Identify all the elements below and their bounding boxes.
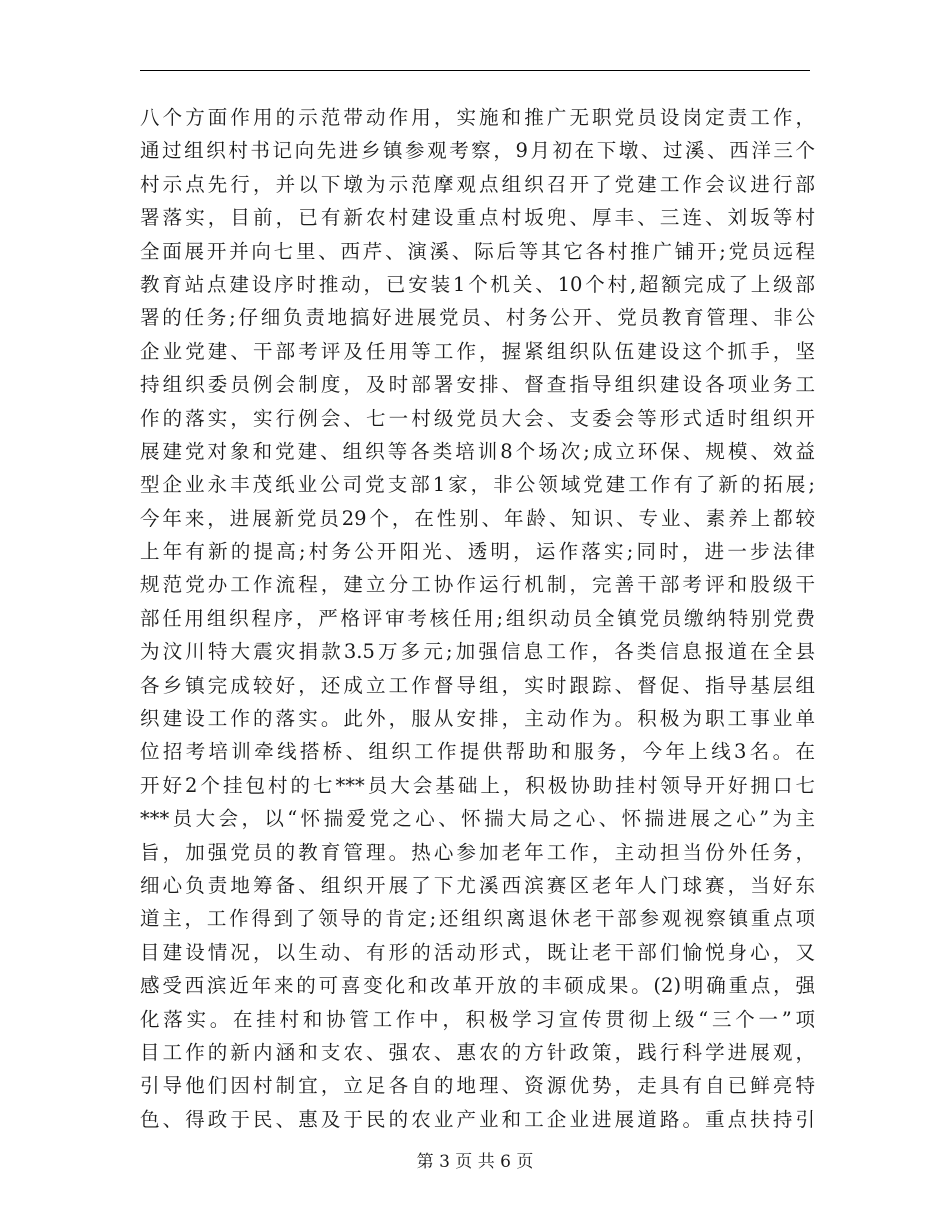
header-rule (140, 70, 810, 71)
text-line: 八个方面作用的示范带动作用，实施和推广无职党员设岗定责工作， (140, 106, 815, 129)
text-line: ***员大会，以“怀揣爱党之心、怀揣大局之心、怀揣进展之心”为主 (140, 807, 815, 831)
page-number: 第 3 页 共 6 页 (416, 1152, 534, 1172)
text-line: 织建设工作的落实。此外，服从安排，主动作为。积极为职工事业单 (140, 707, 815, 731)
text-line: 持组织委员例会制度，及时部署安排、督查指导组织建设各项业务工 (140, 373, 815, 397)
text-line: 色、得政于民、惠及于民的农业产业和工企业进展道路。重点扶持引 (140, 1107, 815, 1131)
text-line: 今年来，进展新党员29个，在性别、年龄、知识、专业、素养上都较 (140, 506, 815, 530)
text-line: 细心负责地筹备、组织开展了下尤溪西滨赛区老年人门球赛，当好东 (140, 873, 815, 897)
text-line: 通过组织村书记向先进乡镇参观考察，9月初在下墩、过溪、西洋三个 (140, 139, 815, 163)
text-line: 作的落实，实行例会、七一村级党员大会、支委会等形式适时组织开 (140, 406, 815, 430)
text-line: 化落实。在挂村和协管工作中，积极学习宣传贯彻上级“三个一”项 (140, 1007, 815, 1031)
text-line: 感受西滨近年来的可喜变化和改革开放的丰硕成果。(2)明确重点，强 (140, 974, 815, 998)
text-line: 引导他们因村制宜，立足各自的地理、资源优势，走具有自已鲜亮特 (140, 1074, 815, 1098)
text-line: 旨，加强党员的教育管理。热心参加老年工作，主动担当份外任务， (140, 840, 815, 864)
text-line: 各乡镇完成较好，还成立工作督导组，实时跟踪、督促、指导基层组 (140, 673, 815, 697)
text-line: 署落实，目前，已有新农村建设重点村坂兜、厚丰、三连、刘坂等村 (140, 206, 815, 230)
text-line: 位招考培训牵线搭桥、组织工作提供帮助和服务，今年上线3名。在 (140, 740, 815, 764)
text-line: 全面展开并向七里、西芹、演溪、际后等其它各村推广铺开;党员远程 (140, 239, 815, 263)
text-line: 目建设情况，以生动、有形的活动形式，既让老干部们愉悦身心，又 (140, 940, 815, 964)
text-line: 展建党对象和党建、组织等各类培训8个场次;成立环保、规模、效益 (140, 439, 815, 463)
text-line: 目工作的新内涵和支农、强农、惠农的方针政策，践行科学进展观， (140, 1040, 815, 1064)
text-line: 为汶川特大震灾捐款3.5万多元;加强信息工作，各类信息报道在全县 (140, 640, 815, 664)
text-line: 型企业永丰茂纸业公司党支部1家，非公领域党建工作有了新的拓展; (140, 473, 815, 497)
text-line: 村示点先行，并以下墩为示范摩观点组织召开了党建工作会议进行部 (140, 172, 815, 196)
text-line: 上年有新的提高;村务公开阳光、透明，运作落实;同时，进一步法律 (140, 540, 815, 564)
text-line: 道主，工作得到了领导的肯定;还组织离退休老干部参观视察镇重点项 (140, 907, 815, 931)
text-line: 开好2个挂包村的七***员大会基础上，积极协助挂村领导开好拥口七 (140, 773, 815, 797)
text-line: 规范党办工作流程，建立分工协作运行机制，完善干部考评和股级干 (140, 573, 815, 597)
text-line: 署的任务;仔细负责地搞好进展党员、村务公开、党员教育管理、非公 (140, 306, 815, 330)
text-line: 企业党建、干部考评及任用等工作，握紧组织队伍建设这个抓手，坚 (140, 339, 815, 363)
text-line: 部任用组织程序，严格评审考核任用;组织动员全镇党员缴纳特别党费 (140, 606, 815, 630)
text-line: 教育站点建设序时推动，已安装1个机关、10个村,超额完成了上级部 (140, 272, 815, 296)
document-body (140, 101, 815, 1136)
